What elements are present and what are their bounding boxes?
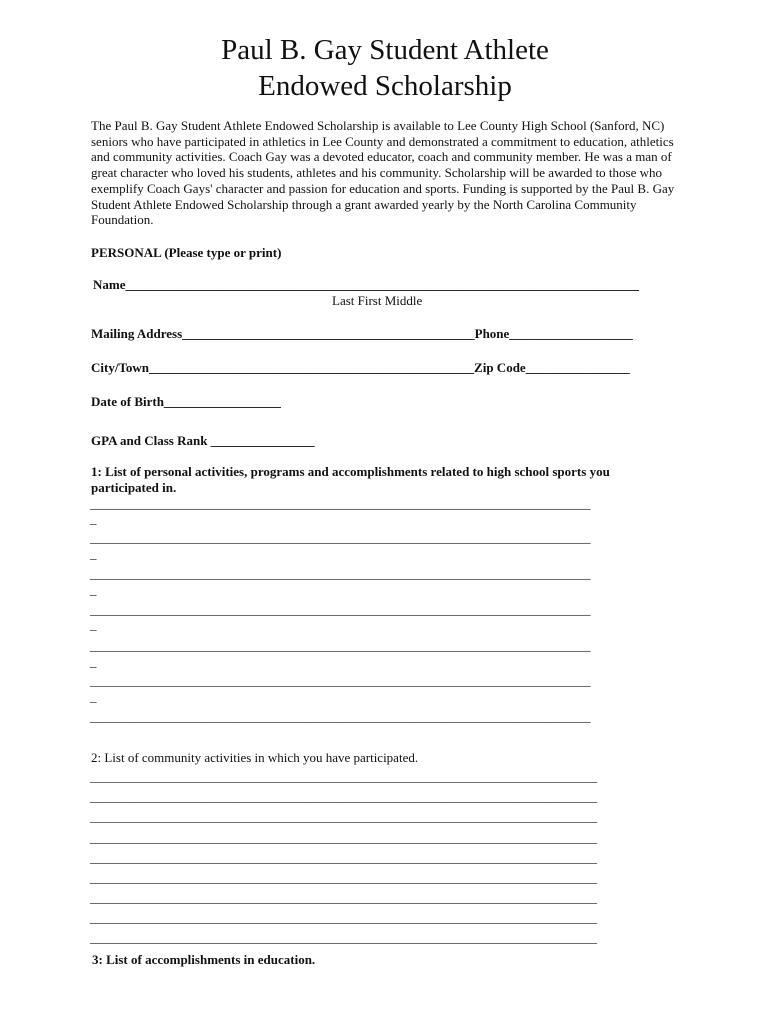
mailing-phone-field[interactable]: Mailing Address_____________________________________________Phone___________________ [91,326,633,341]
form-title-line-1: Paul B. Gay Student Athlete [221,34,549,66]
answer-line[interactable]: ______________________________________________________________________________ [90,870,597,885]
answer-line[interactable]: ______________________________________________________________________________ [90,769,597,784]
answer-line[interactable]: _ [90,546,97,561]
answer-line[interactable]: ______________________________________________________________________________ [90,789,597,804]
answer-line[interactable]: _____________________________________________________________________________ [90,530,591,545]
answer-line[interactable]: _ [90,689,97,704]
city-zip-field[interactable]: City/Town__________________________________________________Zip Code________________ [91,360,630,375]
answer-line[interactable]: ______________________________________________________________________________ [90,910,597,925]
personal-heading: PERSONAL (Please type or print) [91,245,282,260]
form-title-line-2: Endowed Scholarship [258,70,512,102]
answer-line[interactable]: _ [90,582,97,597]
answer-line[interactable]: _____________________________________________________________________________ [90,566,591,581]
section1-heading-line-2: participated in. [91,480,177,495]
section1-heading-line-1: 1: List of personal activities, programs and accomplishments related to high school sports you [91,464,610,479]
name-field-hint: Last First Middle [332,293,423,308]
name-field[interactable]: Name_______________________________________________________________________________ [93,277,639,292]
answer-line[interactable]: ______________________________________________________________________________ [90,930,597,945]
answer-line[interactable]: ______________________________________________________________________________ [90,830,597,845]
answer-line[interactable]: _ [90,511,97,526]
intro-paragraph: The Paul B. Gay Student Athlete Endowed Scholarship is available to Lee County High School (Sanford, NC) seniors who have participated in athletics in Lee County and demonstrated a commitment to education, athletics and community activities. Coach Gay was a devoted educator, coach and community member. He was a man of great character who loved his students, athletes and his community. Scholarship will be awarded to those who exemplify Coach Gays' character and passion for education and sports. Funding is supported by the Paul B. Gay Student Athlete Endowed Scholarship through a grant awarded yearly by the North Carolina Community Foundation. [91,118,675,228]
answer-line[interactable]: _ [90,654,97,669]
answer-line[interactable]: ______________________________________________________________________________ [90,890,597,905]
answer-line[interactable]: _____________________________________________________________________________ [90,673,591,688]
answer-line[interactable]: _____________________________________________________________________________ [90,496,591,511]
answer-line[interactable]: _ [90,617,97,632]
section3-heading: 3: List of accomplishments in education. [92,952,316,967]
date-of-birth-field[interactable]: Date of Birth__________________ [91,394,281,409]
gpa-class-rank-field[interactable]: GPA and Class Rank ________________ [91,433,315,448]
answer-line[interactable]: _____________________________________________________________________________ [90,602,591,617]
section2-heading: 2: List of community activities in which you have participated. [91,750,419,765]
answer-line[interactable]: ______________________________________________________________________________ [90,850,597,865]
answer-line[interactable]: _____________________________________________________________________________ [90,638,591,653]
answer-line[interactable]: _____________________________________________________________________________ [90,709,591,724]
answer-line[interactable]: ______________________________________________________________________________ [90,809,597,824]
